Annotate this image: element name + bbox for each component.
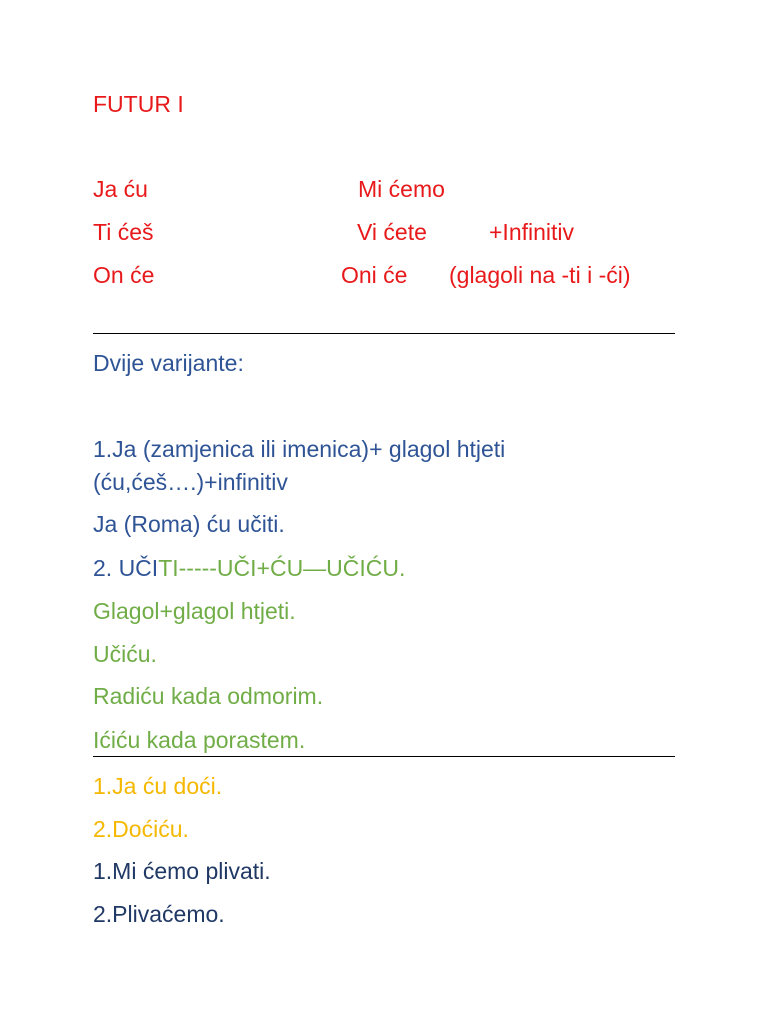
conj-vi: Vi ćete <box>357 219 427 245</box>
variant-1-line-2: (ću,ćeš….)+infinitiv <box>93 469 288 495</box>
divider-2 <box>93 756 675 757</box>
conj-ti: Ti ćeš <box>93 219 154 245</box>
variant-2-rule: Glagol+glagol htjeti. <box>93 598 296 624</box>
variant-2-example-1: Učiću. <box>93 641 157 667</box>
variant-2-formula: TI-----UČI+ĆU—UČIĆU. <box>158 555 406 581</box>
conj-ja: Ja ću <box>93 176 148 202</box>
example-line-4: 2.Plivaćemo. <box>93 901 225 927</box>
example-line-1: 1.Ja ću doći. <box>93 773 223 799</box>
conj-oni: Oni će <box>341 262 408 288</box>
conj-infinitiv-note: +Infinitiv <box>489 219 575 245</box>
example-line-2: 2.Doćiću. <box>93 816 189 842</box>
conj-mi: Mi ćemo <box>358 176 445 202</box>
variants-heading: Dvije varijante: <box>93 350 244 376</box>
variant-1-example: Ja (Roma) ću učiti. <box>93 511 285 537</box>
conj-on: On će <box>93 262 155 288</box>
variant-2-prefix: 2. UČI <box>93 555 159 581</box>
variant-1-line-1: 1.Ja (zamjenica ili imenica)+ glagol htjeti <box>93 436 506 462</box>
example-line-3: 1.Mi ćemo plivati. <box>93 858 271 884</box>
divider-1 <box>93 333 675 334</box>
page-title: FUTUR I <box>93 91 184 117</box>
variant-2-example-3: Ićiću kada porastem. <box>93 727 306 753</box>
conj-verbs-note: (glagoli na -ti i -ći) <box>449 262 631 288</box>
variant-2-example-2: Radiću kada odmorim. <box>93 683 324 709</box>
variant-2-title <box>93 554 405 582</box>
